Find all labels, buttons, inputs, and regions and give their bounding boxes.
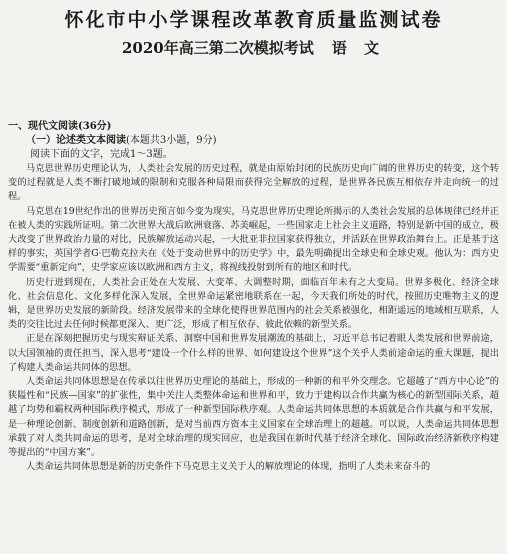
passage-paragraph-1: 马克思世界历史理论认为，人类社会发展的历史过程，就是由原始封闭的民族历史向广阔的世界历史的转变，这个转变的过程就是人类不断打破地域的限制和克服各种局限而获得完全解放的过程，是世界各民族互相依存并走向统一的过程。 (8, 163, 499, 203)
passage-paragraph-4: 正是在深刻把握历史与现实辩证关系、洞察中国和世界发展潮流的基础上，习近平总书记着眼人类发展和世界前途，以大国领袖的责任担当，深入思考“建设一个什么样的世界、如何建设这个世界”这个关乎人类前途命运的重大课题，提出了构建人类命运共同体的思想。 (8, 333, 499, 373)
passage-paragraph-2: 马克思在19世纪作出的世界历史预言如今变为现实，马克思世界历史理论所揭示的人类社会发展的总体规律已经并正在被人类的实践所证明。第二次世界大战后欧洲衰落、苏美崛起，一些国家走上社会主义道路，特别是新中国的成立，极大改变了世界政治力量的对比，民族解放运动兴起，一大批亚非拉国家获得独立，并活跃在世界政治舞台上。正是基于这样的事实，英国学者G·巴勒克拉夫在《处于变动世界中的历史学》中，最先明确提出全球史和全球史观。他认为：西方史学需要“重新定向”，史学家应该以欧洲和西方主义，将视线投射到所有的地区和时代。 (8, 205, 499, 274)
subsection-heading (26, 134, 499, 148)
section-heading: 一、现代文阅读(36分) (8, 121, 112, 132)
passage-paragraph-6: 人类命运共同体思想是新的历史条件下马克思主义关于人的解放理论的体现，指明了人类未来奋斗的 (26, 461, 431, 473)
exam-title: 怀化市中小学课程改革教育质量监测试卷 (64, 9, 443, 31)
exam-subject: 语 文 (331, 39, 385, 57)
passage-paragraph-5: 人类命运共同体思想是在传承以往世界历史理论的基础上，形成的一种新的和平外交理念。它超越了“西方中心论”的狭隘性和“民族—国家”的扩张性，集中关注人类整体命运和世界和平，致力于建构以合作共赢为核心的新型国际关系，超越了均势和霸权两种国际秩序模式，形成了一种新型国际秩序观。人类命运共同体思想的本质就是合作共赢与和平发展，是一种理论创新、制度创新和道路创新，是对当前西方资本主义国家在全球治理上的超越。可以说，人类命运共同体思想承载了对人类共同命运的思考，是对全球治理的现实回应，也是我国在新时代基于经济全球化、国际政治经济新秩序构建等提出的“中国方案”。 (8, 376, 499, 459)
subsection-label: （一）论述类文本阅读 (26, 135, 126, 146)
exam-subtitle (8, 38, 499, 58)
reading-instruction: 阅读下面的文字，完成1～3题。 (30, 149, 173, 160)
exam-year-label: 2020年高三第二次模拟考试 (122, 39, 314, 57)
passage-paragraph-3: 历史行进到现在，人类社会正处在大发展、大变革、大调整时期，面临百年未有之大变局。世界多极化、经济全球化、社会信息化、文化多样化深入发展，全世界命运紧密地联系在一起，今天我们所处的时代，按照历史唯物主义的逻辑，是世界历史发展的新阶段。经济发展带来的全球化使得世界范围内的社会关系被强化，相距遥远的地域相互联系，人类的交往比过去任何时候都更深入、更广泛，形成了相互依存、彼此依赖的新型关系。 (8, 276, 499, 331)
header-spacer (8, 58, 499, 120)
subsection-info: (本题共3小题，9分) (126, 135, 217, 146)
